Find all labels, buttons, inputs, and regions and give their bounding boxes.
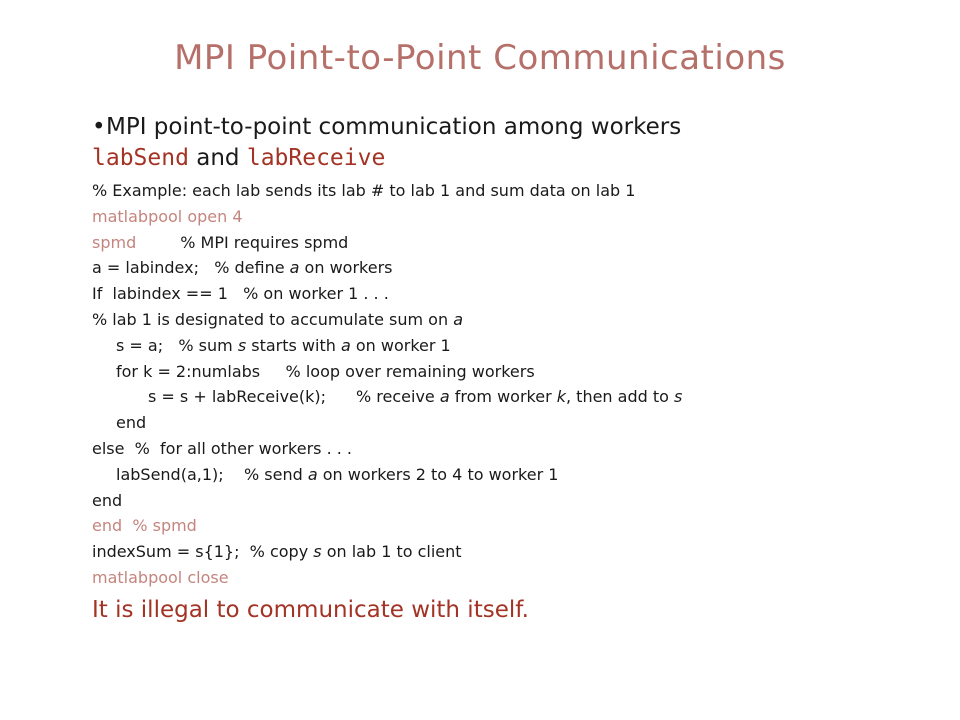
code-line: end — [116, 413, 147, 433]
code-line: % lab 1 is designated to accumulate sum on a — [92, 309, 463, 329]
function-names — [92, 142, 952, 174]
code-line: s = a; % sum s starts with a on worker 1 — [116, 335, 451, 355]
code-line: matlabpool close — [92, 567, 229, 587]
bullet-dot-icon: • — [92, 114, 106, 140]
code-line: matlabpool open 4 — [92, 206, 243, 226]
warning-note: It is illegal to communicate with itself. — [92, 596, 529, 623]
code-line: If labindex == 1 % on worker 1 . . . — [92, 284, 389, 304]
fn-labreceive: labReceive — [246, 145, 386, 171]
slide-body — [92, 112, 952, 627]
code-line: % Example: each lab sends its lab # to lab 1 and sum data on lab 1 — [92, 181, 636, 200]
code-line: for k = 2:numlabs % loop over remaining workers — [116, 361, 535, 381]
bullet-text: MPI point-to-point communication among workers — [106, 114, 682, 140]
code-line: else % for all other workers . . . — [92, 438, 353, 458]
bullet-item — [92, 112, 952, 142]
code-line: end — [92, 490, 123, 510]
fn-and: and — [188, 145, 247, 171]
code-line: a = labindex; % define a on workers — [92, 258, 393, 278]
code-line: s = s + labReceive(k); % receive a from worker k, then add to s — [148, 387, 683, 407]
fn-labsend: labSend — [92, 145, 189, 171]
slide-title: MPI Point-to-Point Communications — [174, 38, 786, 78]
code-line: end % spmd — [92, 516, 197, 536]
code-line: spmd % MPI requires spmd — [92, 232, 349, 252]
code-line: labSend(a,1); % send a on workers 2 to 4 to worker 1 — [116, 464, 559, 484]
code-block — [92, 178, 952, 591]
code-line: indexSum = s{1}; % copy s on lab 1 to client — [92, 542, 462, 562]
